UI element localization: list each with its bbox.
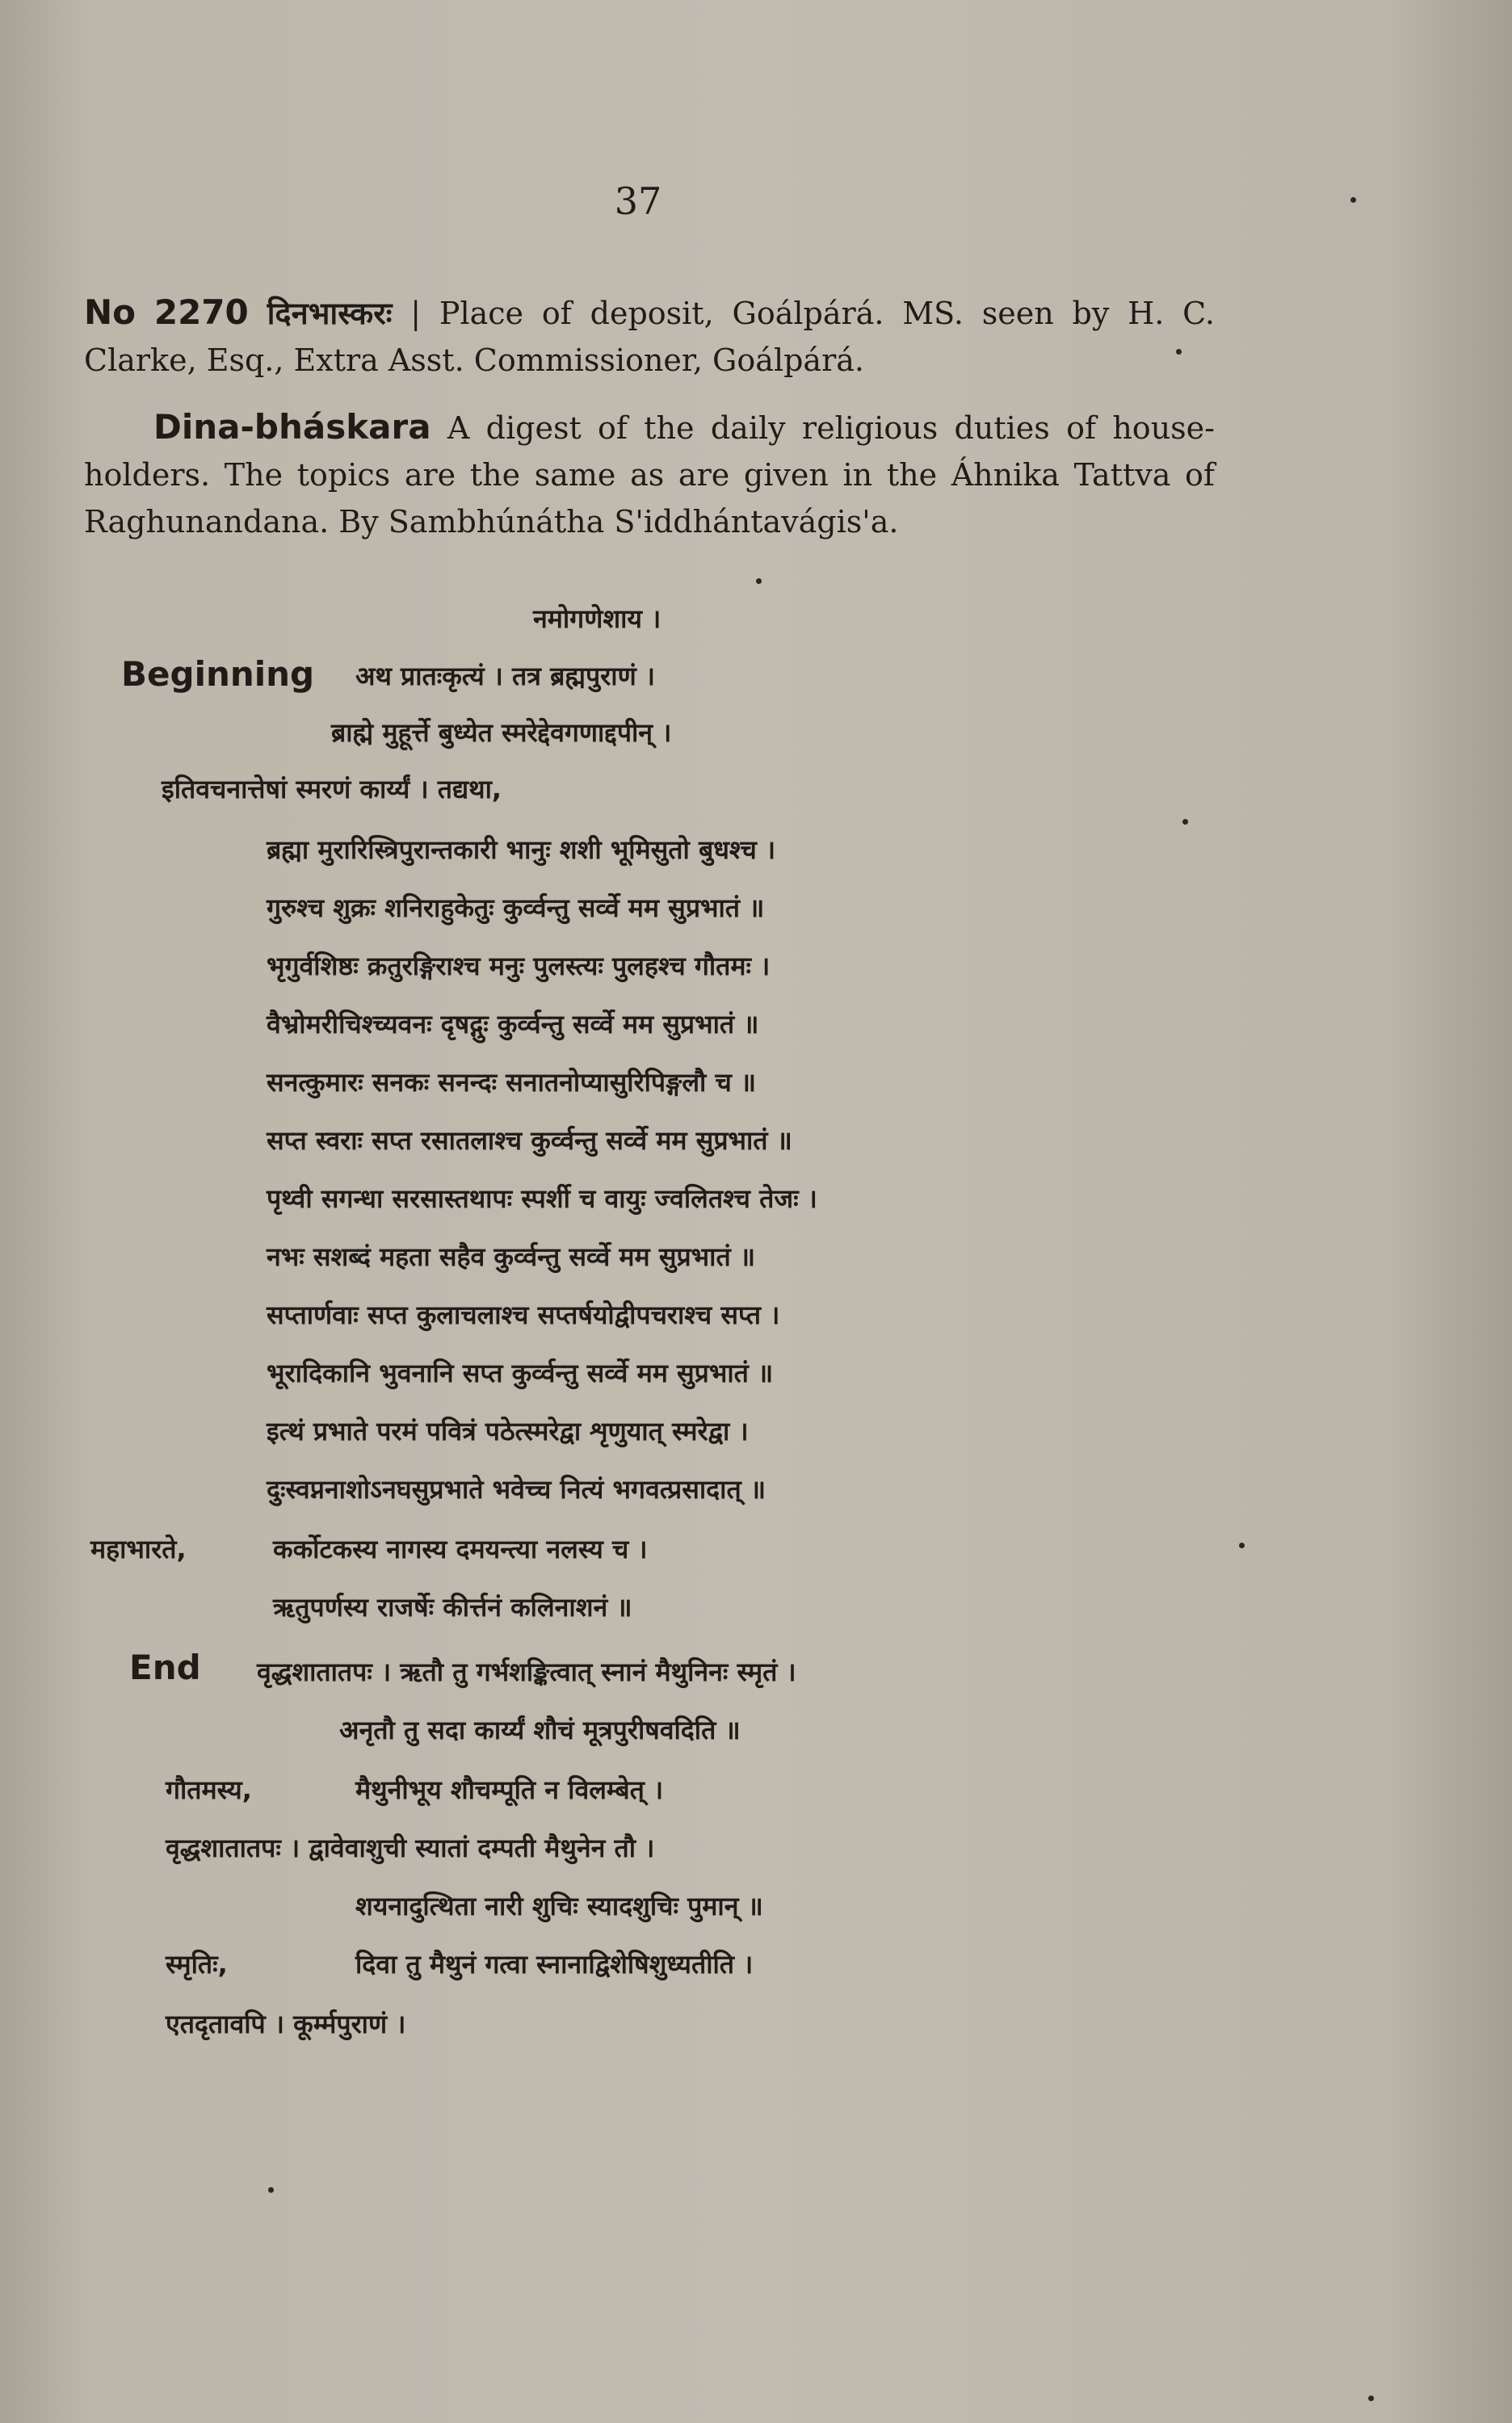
beginning-label: Beginning: [121, 654, 315, 694]
record-no-label: No: [84, 292, 136, 332]
smrti-label: स्मृतिः,: [166, 1949, 228, 1980]
paper-speck: [1239, 1543, 1245, 1548]
beginning-line-15: दुःस्वप्ननाशोऽनघसुप्रभाते भवेच्च नित्यं भगवत्प्रसादात् ॥: [267, 1474, 766, 1505]
beginning-line-9: सप्त स्वराः सप्त रसातलाश्च कुर्व्वन्तु सर्व्वे मम सुप्रभातं ॥: [267, 1125, 792, 1156]
beginning-line-1: अथ प्रातःकृत्यं । तत्र ब्रह्मपुराणं ।: [355, 661, 655, 691]
beginning-line-5: गुरुश्च शुक्रः शनिराहुकेतुः कुर्व्वन्तु सर्व्वे मम सुप्रभातं ॥: [267, 892, 765, 923]
paper-speck: [1368, 2396, 1374, 2401]
beginning-line-10: पृथ्वी सगन्धा सरसास्तथापः स्पर्शी च वायुः ज्वलितश्च तेजः ।: [267, 1183, 817, 1214]
paper-speck: [1182, 819, 1188, 825]
record-header: [84, 289, 1215, 384]
beginning-line-7: वैभ्रोमरीचिश्च्यवनः दृषद्गुः कुर्व्वन्तु सर्व्वे मम सुप्रभातं ॥: [267, 1009, 759, 1039]
description-title: Dina-bháskara: [153, 407, 431, 447]
record-title-devanagari: दिनभास्करः: [267, 296, 393, 331]
beginning-line-11: नभः सशब्दं महता सहैव कुर्व्वन्तु सर्व्वे मम सुप्रभातं ॥: [267, 1241, 755, 1272]
mahabharata-line-2: ऋतुपर्णस्य राजर्षेः कीर्त्तनं कलिनाशनं ॥: [273, 1592, 632, 1623]
gautama-label: गौतमस्य,: [166, 1774, 252, 1805]
paper-speck: [1350, 197, 1356, 203]
beginning-line-4: ब्रह्मा मुरारिस्त्रिपुरान्तकारी भानुः शशी भूमिसुतो बुधश्च ।: [267, 834, 776, 865]
invocation: नमोगणेशाय ।: [533, 603, 662, 634]
beginning-line-2: ब्राह्मे मुहूर्त्ते बुध्येत स्मरेद्देवगणाद्दपीन् ।: [331, 717, 672, 748]
page-number: 37: [614, 179, 662, 223]
record-no-value: 2270: [153, 292, 249, 332]
last-line: एतदृतावपि । कूर्म्मपुराणं ।: [166, 2009, 406, 2039]
beginning-line-3: इतिवचनात्तेषां स्मरणं कार्य्यं । तद्यथा,: [162, 774, 502, 804]
beginning-line-8: सनत्कुमारः सनकः सनन्दः सनातनोप्यासुरिपिङ्गलौ च ॥: [267, 1067, 757, 1098]
description-text: A digest of the daily religious duties of house-holders. The topics are the same as are given in the Áhnika Tattva of Raghunandana. By Sambhúnátha S'iddhántavágis'a.: [84, 410, 1215, 540]
beginning-line-14: इत्थं प्रभाते परमं पवित्रं पठेत्स्मरेद्वा शृणुयात् स्मरेद्वा ।: [267, 1416, 749, 1447]
description-paragraph: [84, 404, 1215, 545]
paper-speck: [1176, 349, 1182, 355]
end-line-1: वृद्धशातातपः । ऋतौ तु गर्भशङ्कित्वात् स्नानं मैथुनिनः स्मृतं ।: [257, 1657, 796, 1687]
paper-speck: [756, 578, 762, 584]
smrti-line: दिवा तु मैथुनं गत्वा स्नानाद्विशेषिशुध्यतीति ।: [355, 1949, 754, 1980]
paper-speck: [268, 2187, 274, 2193]
vrddha-line: शयनादुत्थिता नारी शुचिः स्यादशुचिः पुमान् ॥: [355, 1891, 763, 1921]
beginning-line-12: सप्तार्णवाः सप्त कुलाचलाश्च सप्तर्षयोद्वीपचराश्च सप्त ।: [267, 1300, 780, 1330]
beginning-line-13: भूरादिकानि भुवनानि सप्त कुर्व्वन्तु सर्व्वे मम सुप्रभातं ॥: [267, 1358, 774, 1388]
end-label: End: [129, 1648, 201, 1687]
record-deposit-text: | Place of deposit, Goálpárá. MS. seen by H. C. Clarke, Esq., Extra Asst. Commissioner, Goálpárá.: [84, 296, 1215, 378]
vrddha-label-line: वृद्धशातातपः । द्वावेवाशुची स्यातां दम्पती मैथुनेन तौ ।: [166, 1833, 655, 1863]
mahabharata-label: महाभारते,: [90, 1534, 187, 1564]
beginning-line-6: भृगुर्वशिष्ठः क्रतुरङ्गिराश्च मनुः पुलस्त्यः पुलहश्च गौतमः ।: [267, 951, 771, 981]
end-line-2: अनृतौ तु सदा कार्य्यं शौचं मूत्रपुरीषवदिति ॥: [339, 1715, 741, 1745]
mahabharata-line-1: कर्कोटकस्य नागस्य दमयन्त्या नलस्य च ।: [273, 1534, 648, 1564]
gautama-line: मैथुनीभूय शौचम्पूति न विलम्बेत् ।: [355, 1774, 664, 1805]
